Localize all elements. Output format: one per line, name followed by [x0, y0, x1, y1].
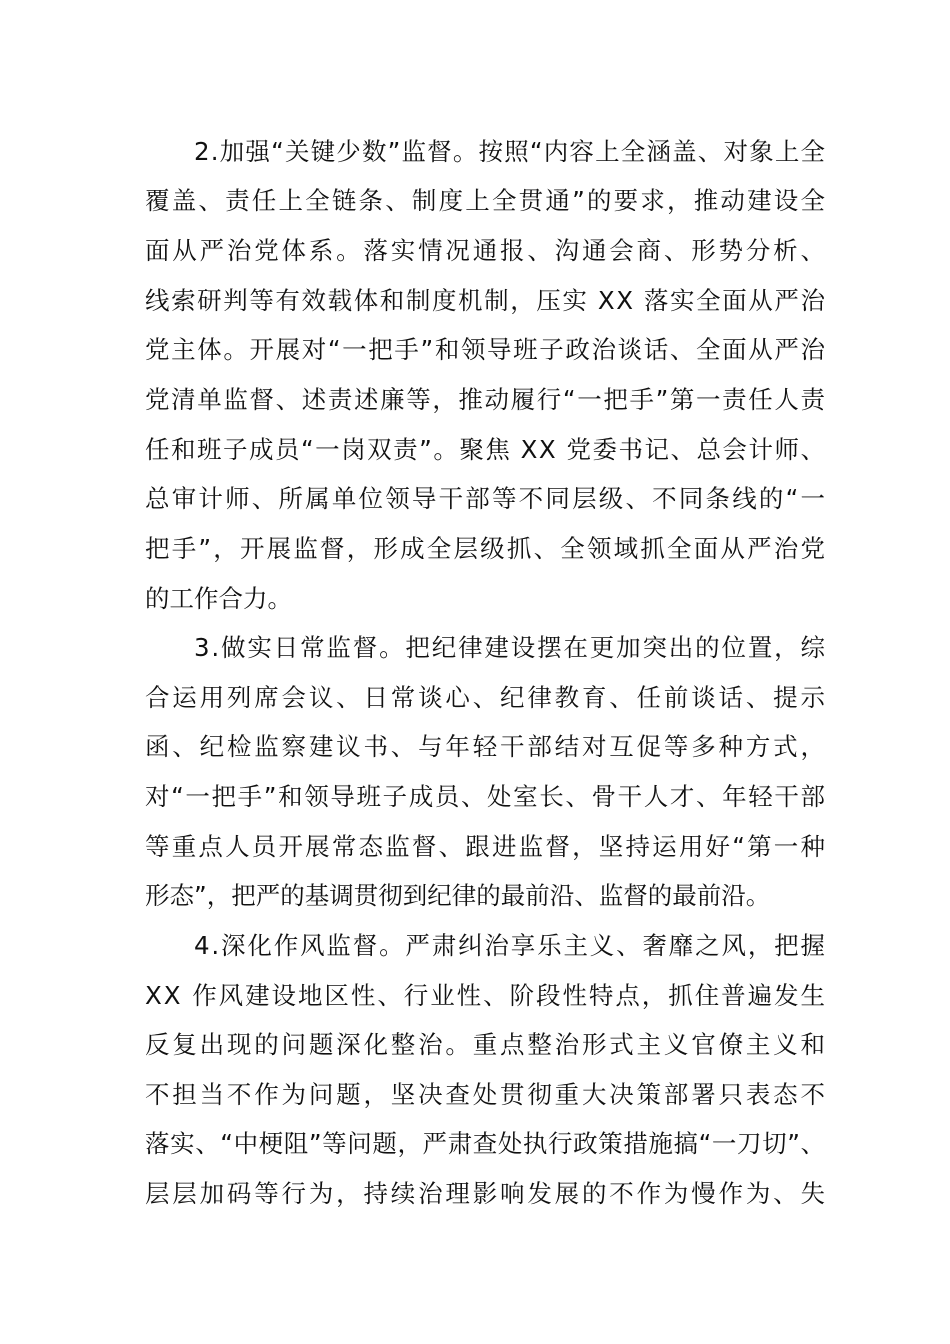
text-line: 形态”，把严的基调贯彻到纪律的最前沿、监督的最前沿。 [145, 881, 771, 910]
text-line: 把手”，开展监督，形成全层级抓、全领域抓全面从严治党 [145, 534, 828, 563]
text-line: XX 作风建设地区性、行业性、阶段性特点，抓住普遍发生 [145, 981, 827, 1010]
text-line: 任和班子成员“一岗双责”。聚焦 XX 党委书记、总会计师、 [145, 435, 827, 464]
text-line: 线索研判等有效载体和制度机制，压实 XX 落实全面从严治 [145, 286, 827, 315]
text-line: 落实、“中梗阻”等问题，严肃查处执行政策措施搞“一刀切”、 [145, 1129, 826, 1158]
text-line: 层层加码等行为，持续治理影响发展的不作为慢作为、失 [145, 1179, 828, 1208]
text-line: 反复出现的问题深化整治。重点整治形式主义官僚主义和 [145, 1030, 828, 1059]
text-line: 的工作合力。 [145, 584, 292, 613]
text-line: 覆盖、责任上全链条、制度上全贯通”的要求，推动建设全 [145, 186, 828, 215]
text-line: 面从严治党体系。落实情况通报、沟通会商、形势分析、 [145, 236, 828, 265]
text-line: 不担当不作为问题，坚决查处贯彻重大决策部署只表态不 [145, 1080, 828, 1109]
text-line: 总审计师、所属单位领导干部等不同层级、不同条线的“一 [145, 484, 828, 513]
text-line: 4.深化作风监督。严肃纠治享乐主义、奢靡之风，把握 [194, 931, 827, 960]
text-line: 合运用列席会议、日常谈心、纪律教育、任前谈话、提示 [145, 683, 828, 712]
text-line: 党清单监督、述责述廉等，推动履行“一把手”第一责任人责 [145, 385, 827, 414]
text-line: 函、纪检监察建议书、与年轻干部结对互促等多种方式， [145, 732, 828, 761]
text-line: 党主体。开展对“一把手”和领导班子政治谈话、全面从严治 [145, 335, 827, 364]
text-line: 2.加强“关键少数”监督。按照“内容上全涵盖、对象上全 [194, 137, 827, 166]
text-line: 3.做实日常监督。把纪律建设摆在更加突出的位置，综 [194, 633, 827, 662]
text-line: 对“一把手”和领导班子成员、处室长、骨干人才、年轻干部 [145, 782, 827, 811]
text-line: 等重点人员开展常态监督、跟进监督，坚持运用好“第一种 [145, 832, 828, 861]
